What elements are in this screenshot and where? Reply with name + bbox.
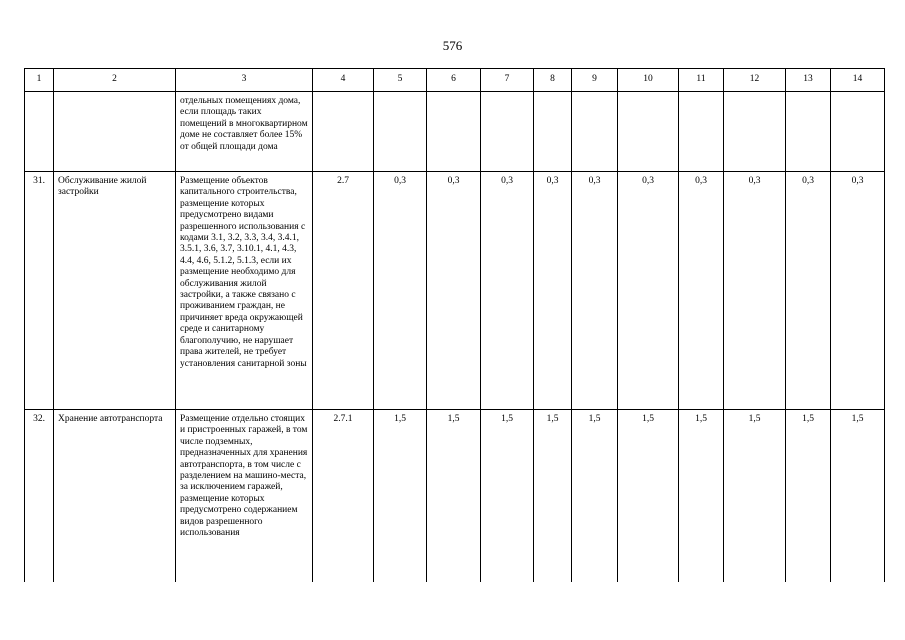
row-number-cell: 32.: [25, 410, 54, 582]
header-cell: 5: [374, 69, 427, 92]
row-number-cell: [25, 92, 54, 172]
row-name-cell: [54, 92, 176, 172]
row-value-cell: [831, 92, 885, 172]
row-value-cell: 1,5: [618, 410, 679, 582]
row-value-cell: 0,3: [786, 172, 831, 410]
row-value-cell: [618, 92, 679, 172]
row-value-cell: 1,5: [679, 410, 724, 582]
table-row: [25, 92, 885, 172]
header-cell: 4: [313, 69, 374, 92]
row-description-cell: Размещение объектов капитального строительства, размещение которых предусмотрено видами разрешенного использования с кодами 3.1, 3.2, 3.3, 3.4, 3.4.1, 3.5.1, 3.6, 3.7, 3.10.1, 4.1, 4.3, 4.4, 4.6, 5.1.2, 5.1.3, если их размещение необходимо для обслуживания жилой застройки, а также связано с проживанием граждан, не причиняет вреда окружающей среде и санитарному благополучию, не нарушает права жителей, не требует установления санитарной зоны: [176, 172, 313, 410]
header-cell: 8: [534, 69, 572, 92]
row-code-cell: 2.7: [313, 172, 374, 410]
row-description-cell: отдельных помещениях дома, если площадь таких помещений в многоквартирном доме не составляет более 15% от общей площади дома: [176, 92, 313, 172]
page-number: 576: [442, 38, 463, 53]
row-value-cell: [481, 92, 534, 172]
row-value-cell: [679, 92, 724, 172]
header-cell: 10: [618, 69, 679, 92]
row-value-cell: 0,3: [724, 172, 786, 410]
header-cell: 12: [724, 69, 786, 92]
row-value-cell: 1,5: [374, 410, 427, 582]
row-name-cell: Обслуживание жилой застройки: [54, 172, 176, 410]
row-description-cell: Размещение отдельно стоящих и пристроенных гаражей, в том числе подземных, предназначенных для хранения автотранспорта, в том числе с разделением на машино-места, за исключением гаражей, размещение которых предусмотрено содержанием видов разрешенного использования: [176, 410, 313, 582]
row-name-cell: Хранение автотранспорта: [54, 410, 176, 582]
row-value-cell: 1,5: [724, 410, 786, 582]
row-value-cell: [427, 92, 481, 172]
row-value-cell: 0,3: [831, 172, 885, 410]
row-code-cell: [313, 92, 374, 172]
row-value-cell: [374, 92, 427, 172]
row-code-cell: 2.7.1: [313, 410, 374, 582]
row-number-cell: 31.: [25, 172, 54, 410]
header-cell: 1: [25, 69, 54, 92]
row-value-cell: [724, 92, 786, 172]
row-value-cell: 1,5: [427, 410, 481, 582]
table-row: [25, 410, 885, 582]
header-row: [25, 69, 885, 92]
table-row: [25, 172, 885, 410]
row-value-cell: 0,3: [481, 172, 534, 410]
row-value-cell: 0,3: [427, 172, 481, 410]
header-cell: 9: [572, 69, 618, 92]
row-value-cell: 0,3: [618, 172, 679, 410]
header-cell: 3: [176, 69, 313, 92]
header-cell: 2: [54, 69, 176, 92]
header-cell: 13: [786, 69, 831, 92]
header-cell: 7: [481, 69, 534, 92]
row-value-cell: 0,3: [374, 172, 427, 410]
header-cell: 6: [427, 69, 481, 92]
row-value-cell: 0,3: [572, 172, 618, 410]
row-value-cell: 1,5: [534, 410, 572, 582]
row-value-cell: 0,3: [679, 172, 724, 410]
row-value-cell: 1,5: [786, 410, 831, 582]
row-value-cell: [534, 92, 572, 172]
row-value-cell: 0,3: [534, 172, 572, 410]
header-cell: 11: [679, 69, 724, 92]
row-value-cell: 1,5: [831, 410, 885, 582]
header-cell: 14: [831, 69, 885, 92]
row-value-cell: 1,5: [481, 410, 534, 582]
row-value-cell: 1,5: [572, 410, 618, 582]
data-table: [24, 68, 885, 582]
row-value-cell: [786, 92, 831, 172]
row-value-cell: [572, 92, 618, 172]
